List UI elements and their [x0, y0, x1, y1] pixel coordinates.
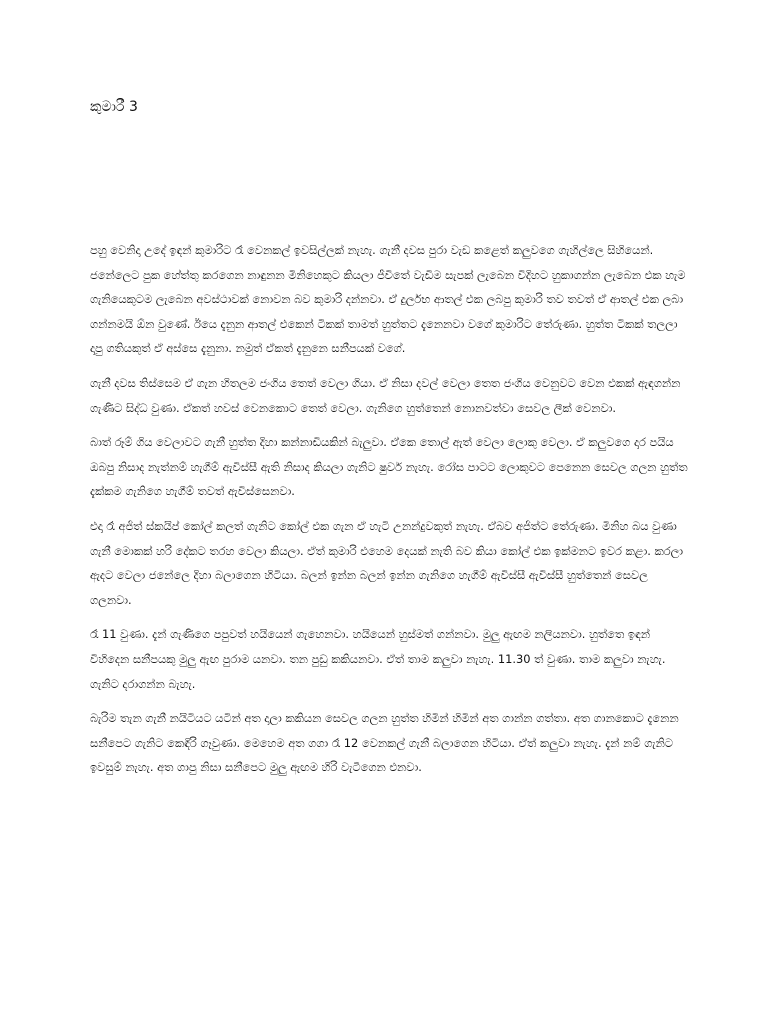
paragraph-4: එදා රෑ අජිත් ස්කයිප් කෝල් කලත් ගැනිට කෝල් එක ගැන ඒ හැටි උනන්දුවකුත් නැහැ. ඒබව අජිත්ට තේරුණා. මිනිහ බය වුණා ගැනී මොකක් හරි දේකට තරහ වෙලා කියලා. ඒත් කුමාරි එහෙම දෙයක් නැති බව කියා කෝල් එක ඉක්මනට ඉවර කළා. කරලා ඇදට වෙලා ජනේලෙ දිහා බලාගෙන හිටියා. බලන් ඉන්න බලන් ඉන්න ගැනිගෙ හැගීම් ඇවිස්සී ඇවිස්සී හුත්තෙන් සෙවල ගලනවා.	[90, 518, 684, 607]
paragraph-5: රෑ 11 වුණා. දැන් ගැණිගෙ පපුවත් හයියෙන් ගැහෙනවා. හයියෙන් හුස්මත් ගන්නවා. මුලු ඇඟම නලියනවා. හුත්තෙ ඉඳන් විහිදෙන සනීපයකු මුලු ඇඟ පුරාම යනවා. තන පුඩු කකියනවා. ඒත් තාම කලුවා නැහැ. 11.30 ත් වුණා. තාම කලුවා නැහැ. ගැනිට දරාගන්න බැහැ.	[90, 627, 666, 691]
paragraph-1: පහු වෙනිදා උදේ ඉඳන් කුමාරිට රෑ වෙනකල් ඉවසිල්ලක් නැහැ. ගැනී දවස පුරා වැඩ කළෙත් කලුවගෙ ගැහිල්ලෙ සිහියෙන්. ජනේලෙට පුක හේත්තු කරගෙන නාඳුනන මිනිහෙකුට කියලා ජීවිතේ වැඩිම සැපක් ලැබෙන විදිහට හුකාගන්න ලැබෙන එක හැම ගැනියෙකුටම ලැබෙන අවස්ථාවක් නොවන බව කුමාරි දන්නවා. ඒ දුර්ලභ ආතල් එක ලබපු කුමාරි තව තවත් ඒ ආතල් එක ලබා ගන්නමයි ඕන වුණේ. ඊයෙ දැනුන ආතල් එකෙන් ටිකක් තාමත් හුත්තට දැනෙනවා වගේ කුමාරිට තේරුණා. හුත්ත ටිකක් තලලා දාපු ගතියකුත් ඒ අස්සෙ දැනුනා. නමුත් ඒකත් දැනුනෙ සනීපයක් වගේ.	[90, 243, 686, 356]
document-title: කුමාරී 3	[90, 99, 138, 115]
paragraph-2: ගැනී දවස තිස්සෙම ඒ ගැන හිතලම ජංගිය තෙත් වෙලා ගියා. ඒ නිසා දවල් වෙලා තෙත ජංගිය වෙනුවට වෙන එකක් ඇඳගන්න ගැණිට සිද්ධ වුණා. ඒකත් හවස් වෙනකොට තෙත් වෙලා. ගැනිගෙ හුත්තෙන් නොනවත්වා සෙවල ලීක් වෙනවා.	[90, 375, 681, 415]
paragraph-3: බාත් රූම් ගිය වෙලාවට ගැනී හුත්ත දිහා කන්නාඩියකින් බැලුවා. ඒකෙ තොල් ඇත් වෙලා ලොකු වෙලා. ඒ කලුවගෙ දාර පයිය ඔබපු නිසාද නැත්නම් හැගීම් ඇවිස්සී ඇති නිසාද කියලා ගැනිට ෂුවර් නැහැ. රෝස පාටට ලොකුවට පෙනෙන සෙවල ගලන හුත්ත දැක්කම ගැනිගෙ හැගීම් තවත් ඇවිස්සෙනවා.	[90, 435, 688, 499]
paragraph-6: බැරිම තැන ගැනී නයිටියට යටින් අත දාලා කකියන සෙවල ගලන හුත්ත හිමින් හිමින් අත ගාන්න ගත්තා. අත ගානකොට දැනෙන සනීපෙට ගැනිට කෙඳිරි ගෑවුණා. මෙහෙම අත ගගා රෑ 12 වෙනකල් ගැනී බලාගෙන හිටියා. ඒත් කලුවා නැහැ. දැන් නම් ගැනිට ඉවසුම් නැහැ. අත ගාපු නිසා සනීපෙට මුලු ඇඟම හිරි වැටීගෙන එනවා.	[90, 711, 679, 775]
document-body	[90, 238, 690, 790]
